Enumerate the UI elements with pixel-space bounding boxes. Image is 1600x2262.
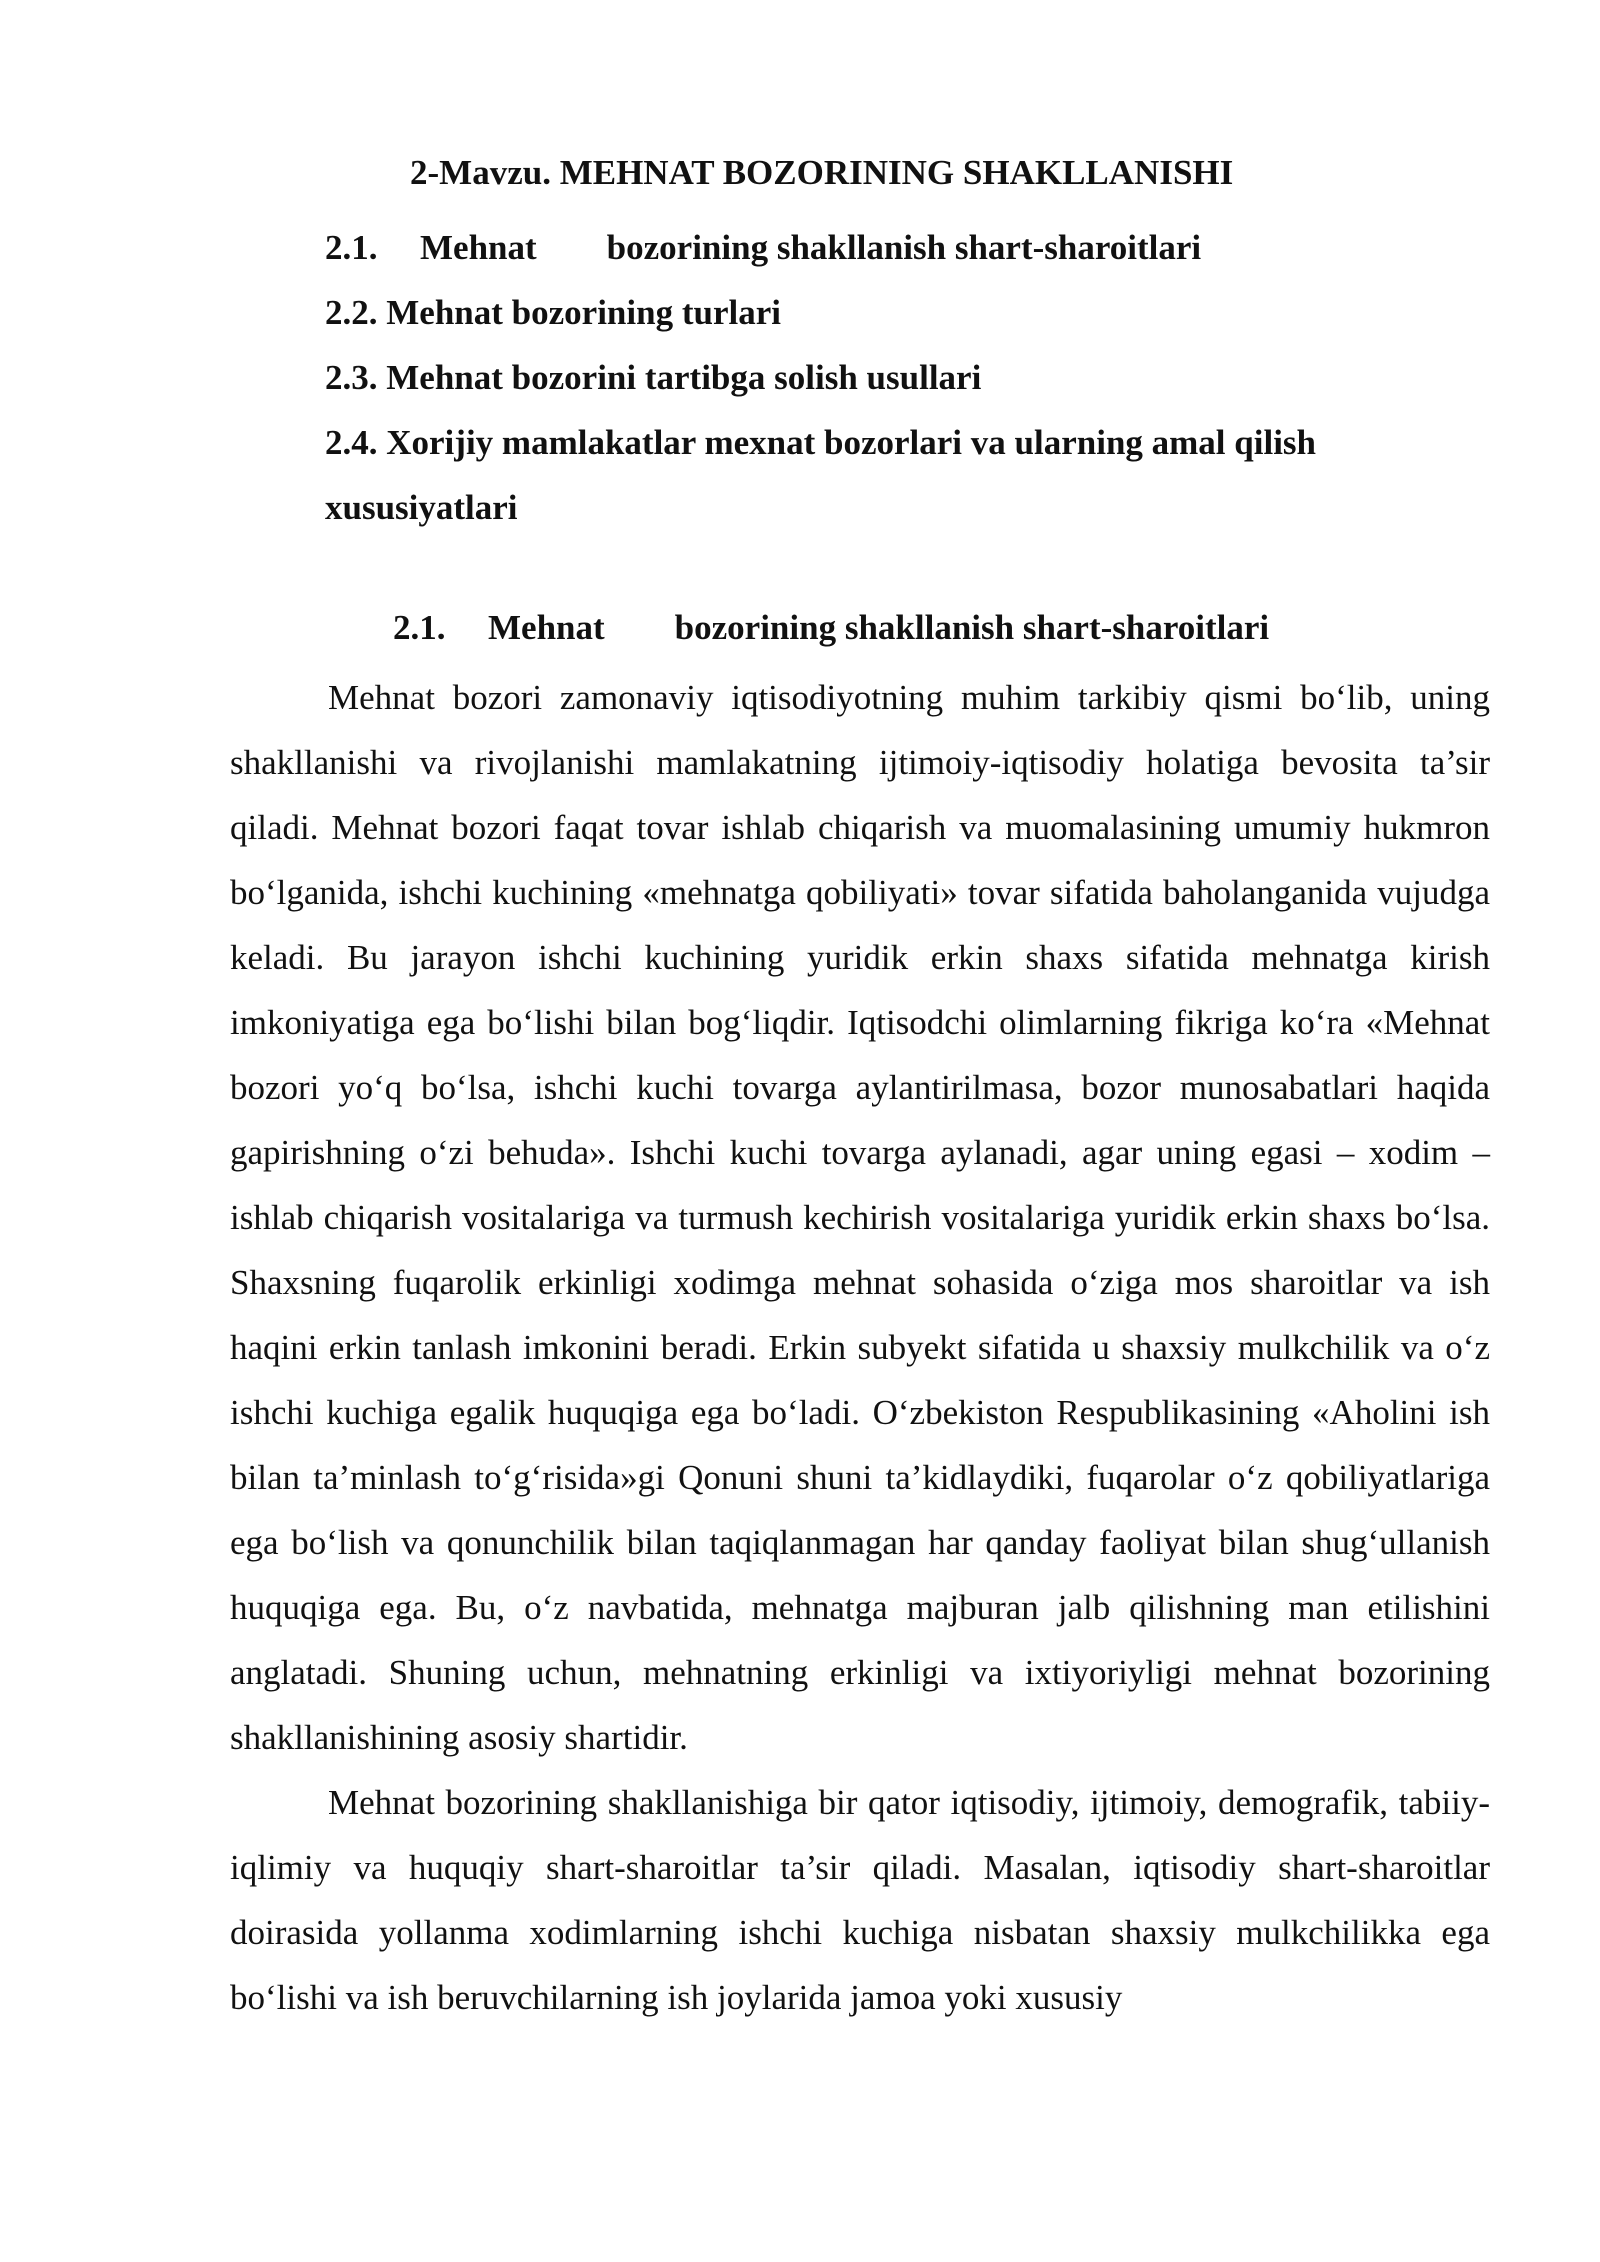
- toc-item-number: 2.1.: [325, 228, 378, 267]
- toc-item: [325, 345, 1485, 410]
- toc-item-number: 2.3.: [325, 358, 378, 397]
- section-number: 2.1.: [393, 608, 446, 647]
- page-title: 2-Mavzu. MEHNAT BOZORINING SHAKLLANISHI: [410, 153, 1234, 192]
- paragraph: Mehnat bozorining shakllanishiga bir qator iqtisodiy, ijtimoiy, demografik, tabiiy-iqlimiy va huquqiy shart-sharoitlar ta’sir qiladi. Masalan, iqtisodiy shart-sharoitlar doirasida yollanma xodimlarning ishchi kuchiga nisbatan shaxsiy mulkchilikka ega bo‘lishi va ish beruvchilarning ish joylarida jamoa yoki xususiy: [230, 1783, 1490, 2017]
- toc-item-number: 2.2.: [325, 293, 378, 332]
- paragraph: Mehnat bozori zamonaviy iqtisodiyotning muhim tarkibiy qismi bo‘lib, uning shakllanishi va rivojlanishi mamlakatning ijtimoiy-iqtisodiy holatiga bevosita ta’sir qiladi. Mehnat bozori faqat tovar ishlab chiqarish va muomalasining umumiy hukmron bo‘lganida, ishchi kuchining «mehnatga qobiliyati» tovar sifatida baholanganida vujudga keladi. Bu jarayon ishchi kuchining yuridik erkin shaxs sifatida mehnatga kirish imkoniyatiga ega bo‘lishi bilan bog‘liqdir. Iqtisodchi olimlarning fikriga ko‘ra «Mehnat bozori yo‘q bo‘lsa, ishchi kuchi tovarga aylantirilmasa, bozor munosabatlari haqida gapirishning o‘zi behuda». Ishchi kuchi tovarga aylanadi, agar uning egasi – xodim – ishlab chiqarish vositalariga va turmush kechirish vositalariga yuridik erkin shaxs bo‘lsa. Shaxsning fuqarolik erkinligi xodimga mehnat sohasida o‘ziga mos sharoitlar va ish haqini erkin tanlash imkonini beradi. Erkin subyekt sifatida u shaxsiy mulkchilik va o‘z ishchi kuchiga egalik huquqiga ega bo‘ladi. O‘zbekiston Respublikasining «Aholini ish bilan ta’minlash to‘g‘risida»gi Qonuni shuni ta’kidlaydiki, fuqarolar o‘z qobiliyatlariga ega bo‘lish va qonunchilik bilan taqiqlanmagan har qanday faoliyat bilan shug‘ullanish huquqiga ega. Bu, o‘z navbatida, mehnatga majburan jalb qilishning man etilishini anglatadi. Shuning uchun, mehnatning erkinligi va ixtiyoriyligi mehnat bozorining shakllanishining asosiy shartidir.: [230, 678, 1490, 1757]
- section-title-continued: bozorining shakllanish shart-sharoitlari: [674, 608, 1270, 647]
- toc-item-number: 2.4.: [325, 423, 378, 462]
- toc-item: [325, 280, 1485, 345]
- table-of-contents: [325, 215, 1485, 540]
- section-heading: [393, 605, 1269, 651]
- toc-item-text-continued: bozorining shakllanish shart-sharoitlari: [606, 228, 1202, 267]
- toc-item-text: Mehnat bozorining turlari: [386, 293, 781, 332]
- toc-item: [325, 410, 1485, 540]
- toc-item-text: Xorijiy mamlakatlar mexnat bozorlari va ularning amal qilish xususiyatlari: [325, 423, 1317, 527]
- body-text: [230, 665, 1490, 2030]
- section-title: Mehnat: [488, 608, 605, 647]
- toc-item-text: Mehnat: [420, 228, 537, 267]
- toc-item: [325, 215, 1485, 280]
- toc-item-text: Mehnat bozorini tartibga solish usullari: [386, 358, 982, 397]
